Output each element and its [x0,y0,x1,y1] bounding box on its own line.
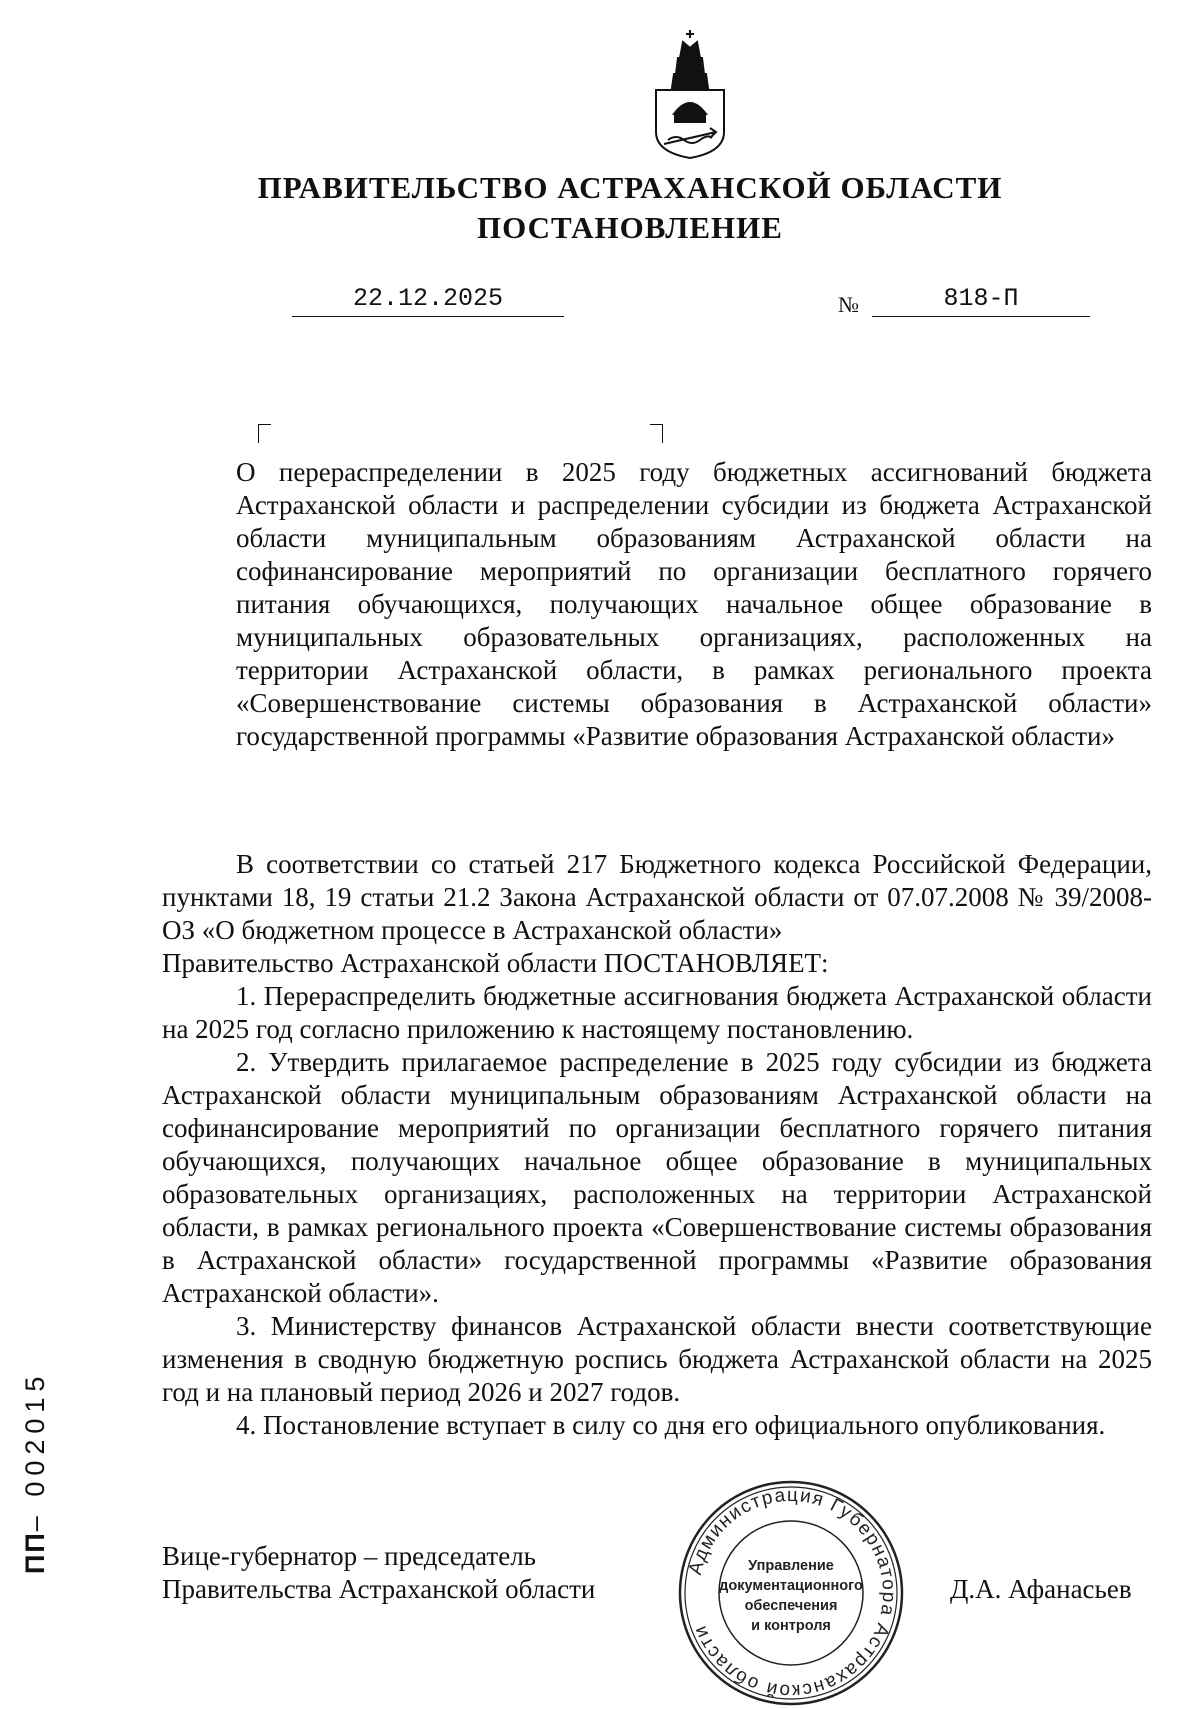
coat-of-arms-icon [650,28,730,160]
number-label: № [838,292,859,317]
preamble: В соответствии со статьей 217 Бюджетного кодекса Российской Федерации, пунктами 18, 19 статьи 21.2 Закона Астраханской области от 07.07.2008 № 39/2008-ОЗ «О бюджетном процессе в Астраханской области» [162,849,1152,945]
signatory-position [162,1540,595,1606]
title-corner-left [258,424,271,443]
signatory-name: Д.А. Афанасьев [950,1574,1132,1604]
document-title: О перераспределении в 2025 году бюджетных ассигнований бюджета Астраханской области и распределении субсидии из бюджета Астраханской области муниципальным образованиям Астраханской области на софинансирование мероприятий по организации бесплатного горячего питания обучающихся, получающих начальное общее образование в муниципальных образовательных организациях, расположенных на территории Астраханской области, в рамках регионального проекта «Совершенствование системы образования в Астраханской области» государственной программы «Развитие образования Астраханской области» [236,457,1152,751]
title-corner-right [650,424,663,443]
resolves-line: Правительство Астраханской области ПОСТАНОВЛЯЕТ: [162,948,829,978]
item-1: 1. Перераспределить бюджетные ассигнования бюджета Астраханской области на 2025 год согласно приложению к настоящему постановлению. [162,981,1152,1044]
item-3: 3. Министерству финансов Астраханской области внести соответствующие изменения в сводную бюджетную роспись бюджета Астраханской области на 2025 год и на плановый период 2026 и 2027 годов. [162,1311,1152,1407]
stamp-inner-line-2: документационного [719,1578,863,1594]
stamp-inner-line-3: обеспечения [744,1598,838,1614]
official-seal-icon [676,1478,906,1708]
position-line-2: Правительства Астраханской области [162,1574,596,1604]
stamp-inner-line-4: и контроля [751,1618,831,1634]
document-body [162,848,1152,1442]
document-type: ПОСТАНОВЛЕНИЕ [477,210,783,245]
stamp-outer-text: Администрация Губернатора Астраханской области [684,1484,900,1702]
item-4: 4. Постановление вступает в силу со дня его официального опубликования. [236,1410,1106,1440]
stamp-inner-line-1: Управление [748,1558,834,1574]
government-name: ПРАВИТЕЛЬСТВО АСТРАХАНСКОЙ ОБЛАСТИ [257,170,1003,205]
serial-digits: – 002015 [20,1370,50,1532]
serial-number [20,1371,51,1574]
document-date: 22.12.2025 [292,285,564,317]
serial-prefix: ПП [20,1531,50,1574]
position-line-1: Вице-губернатор – председатель [162,1541,536,1571]
item-2: 2. Утвердить прилагаемое распределение в 2025 году субсидии из бюджета Астраханской области муниципальным образованиям Астраханской области на софинансирование мероприятий по организации бесплатного горячего питания обучающихся, получающих начальное общее образование в муниципальных образовательных организациях, расположенных на территории Астраханской области, в рамках регионального проекта «Совершенствование системы образования в Астраханской области» государственной программы «Развитие образования Астраханской области». [162,1047,1152,1308]
document-number: 818-П [872,285,1090,317]
